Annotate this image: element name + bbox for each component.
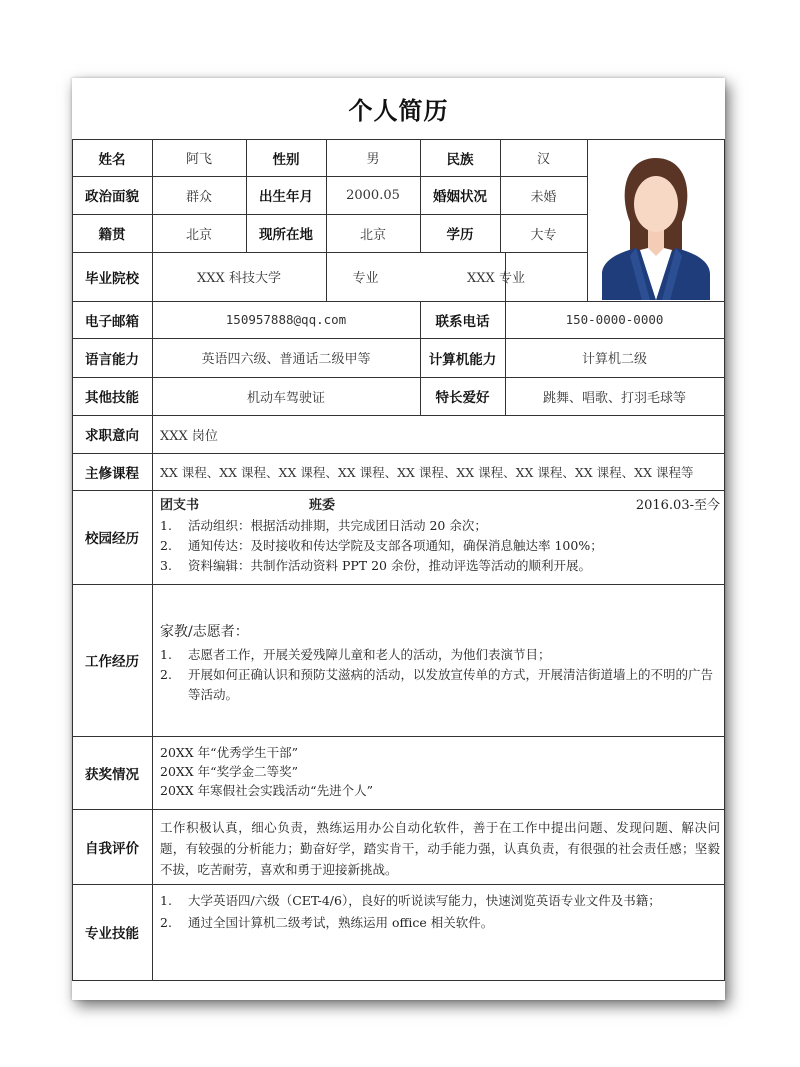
campus-label: 校园经历 bbox=[85, 531, 139, 547]
ethnicity-value: 汉 bbox=[536, 152, 550, 167]
education-label: 学历 bbox=[446, 227, 474, 243]
work-heading: 家教/志愿者： bbox=[160, 624, 249, 640]
award-item: 20XX 年寒假社会实践活动“先进个人” bbox=[160, 783, 373, 798]
list-item: 2. 通过全国计算机二级考试，熟练运用 office 相关软件。 bbox=[160, 915, 494, 930]
residence-value: 北京 bbox=[359, 227, 386, 243]
campus-period: 2016.03-至今 bbox=[635, 498, 720, 513]
origin-label: 籍贯 bbox=[98, 227, 126, 243]
list-item: 3. 资料编辑：共制作活动资料 PPT 20 余份，推动评选等活动的顺利开展。 bbox=[160, 558, 591, 573]
birth-label: 出生年月 bbox=[259, 189, 313, 205]
ethnicity-label: 民族 bbox=[446, 151, 474, 168]
language-label: 语言能力 bbox=[85, 351, 139, 368]
skills-value: 机动车驾驶证 bbox=[246, 390, 325, 406]
courses-label: 主修课程 bbox=[85, 465, 139, 482]
computer-label: 计算机能力 bbox=[428, 351, 497, 368]
name-label: 姓名 bbox=[98, 151, 126, 168]
list-item: 1. 大学英语四/六级（CET-4/6），良好的听说读写能力，快速浏览英语专业文件及书籍； bbox=[160, 893, 661, 908]
residence-label: 现所在地 bbox=[259, 227, 313, 243]
list-item: 2. 通知传达：及时接收和传达学院及支部各项通知，确保消息触达率 100%； bbox=[160, 538, 603, 553]
major-label: 专业 bbox=[352, 271, 379, 286]
gender-value: 男 bbox=[366, 152, 380, 167]
campus-role: 班委 bbox=[309, 498, 336, 513]
intent-value: XXX 岗位 bbox=[160, 428, 218, 444]
political-value: 群众 bbox=[185, 189, 212, 205]
school-label: 毕业院校 bbox=[85, 270, 139, 287]
pro-content bbox=[160, 890, 720, 934]
awards-label: 获奖情况 bbox=[85, 766, 139, 783]
campus-content bbox=[160, 496, 720, 576]
list-item: 2. 开展如何正确认识和预防艾滋病的活动，以发放宣传单的方式，开展清洁街道墙上的不明的广告等活动。 bbox=[160, 667, 714, 702]
self-label: 自我评价 bbox=[85, 840, 139, 857]
phone-label: 联系电话 bbox=[435, 313, 490, 330]
award-item: 20XX 年“奖学金二等奖” bbox=[160, 764, 298, 779]
work-label: 工作经历 bbox=[85, 654, 139, 670]
self-value: 工作积极认真，细心负责，熟练运用办公自动化软件，善于在工作中提出问题、发现问题、解决问题，有较强的分析能力；勤奋好学，踏实肯干，动手能力强，认真负责，有很强的社会责任感；坚毅不拔，吃苦耐劳，喜欢和勇于迎接新挑战。 bbox=[160, 820, 720, 877]
female-avatar-icon bbox=[600, 152, 712, 300]
origin-value: 北京 bbox=[185, 227, 212, 243]
marital-value: 未婚 bbox=[530, 189, 557, 205]
hobby-value: 跳舞、唱歌、打羽毛球等 bbox=[542, 390, 686, 406]
list-item: 1. 志愿者工作，开展关爱残障儿童和老人的活动，为他们表演节目； bbox=[160, 647, 551, 662]
courses-value: XX 课程、XX 课程、XX 课程、XX 课程、XX 课程、XX 课程、XX 课程、XX 课程、XX 课程等 bbox=[160, 464, 694, 480]
political-label: 政治面貌 bbox=[85, 189, 139, 205]
campus-org: 团支书 bbox=[160, 498, 200, 513]
major-value: XXX 专业 bbox=[467, 271, 525, 286]
work-content bbox=[160, 622, 720, 705]
list-item: 1. 活动组织：根据活动排期，共完成团日活动 20 余次； bbox=[160, 518, 487, 533]
birth-value: 2000.05 bbox=[346, 187, 400, 203]
page-title: 个人简历 bbox=[348, 97, 449, 125]
email-value: 150957888@qq.com bbox=[225, 312, 347, 327]
award-item: 20XX 年“优秀学生干部” bbox=[160, 745, 298, 760]
intent-label: 求职意向 bbox=[85, 428, 139, 444]
awards-content bbox=[160, 743, 720, 800]
marital-label: 婚姻状况 bbox=[433, 189, 487, 205]
hobby-label: 特长爱好 bbox=[435, 390, 490, 406]
name-value: 阿飞 bbox=[185, 152, 212, 167]
skills-label: 其他技能 bbox=[85, 390, 139, 406]
computer-value: 计算机二级 bbox=[581, 352, 647, 367]
gender-label: 性别 bbox=[272, 151, 300, 168]
language-value: 英语四六级、普通话二级甲等 bbox=[201, 352, 371, 367]
email-label: 电子邮箱 bbox=[85, 313, 139, 330]
education-value: 大专 bbox=[530, 227, 557, 243]
pro-label: 专业技能 bbox=[85, 926, 139, 942]
school-value: XXX 科技大学 bbox=[197, 271, 281, 286]
phone-value: 150-0000-0000 bbox=[565, 312, 664, 327]
